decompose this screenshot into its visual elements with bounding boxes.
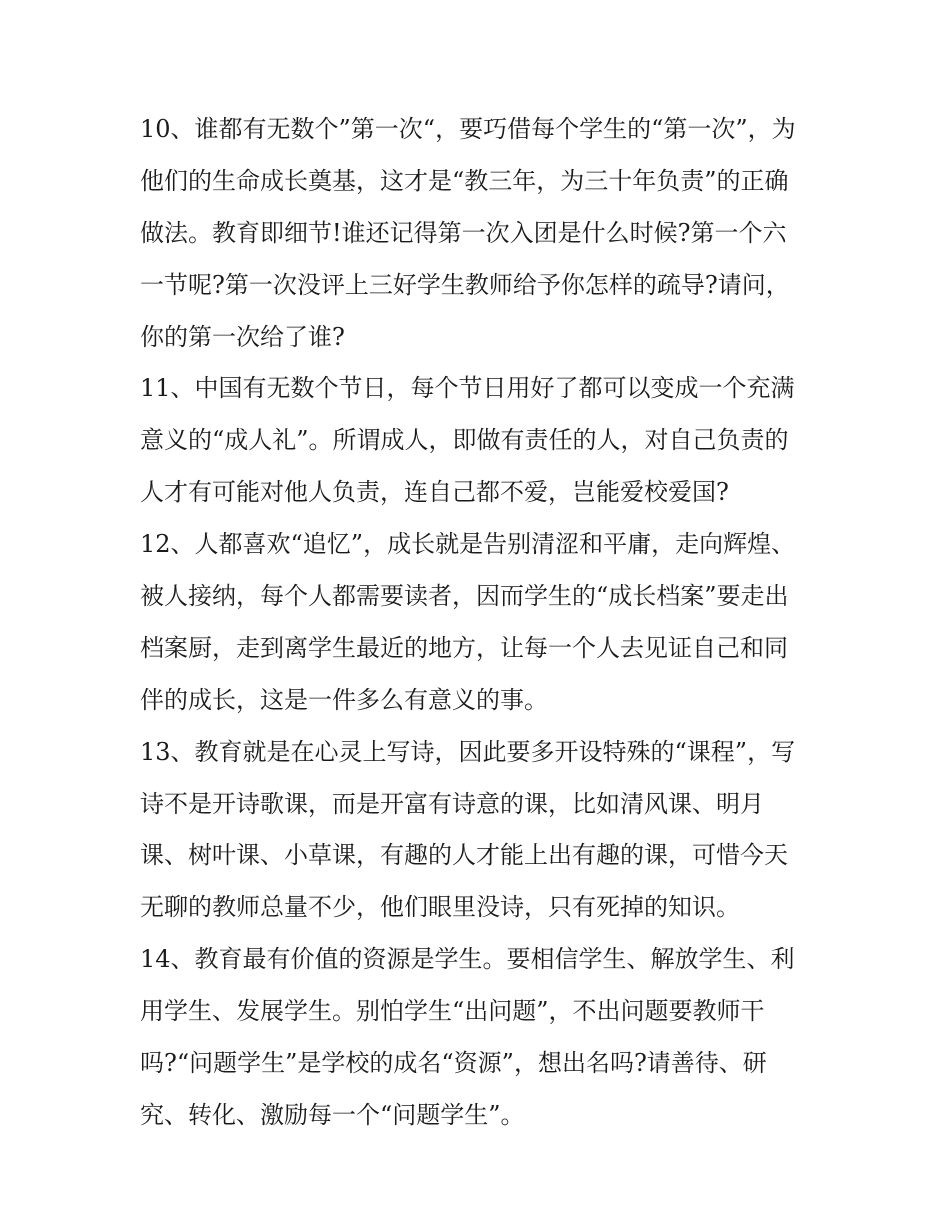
text-line: 13、教育就是在心灵上写诗，因此要多开设特殊的“课程”，写 — [140, 737, 796, 766]
text-line: 你的第一次给了谁? — [140, 322, 345, 351]
text-line: 用学生、发展学生。别怕学生“出问题”，不出问题要教师干 — [140, 997, 765, 1026]
text-line: 档案厨，走到离学生最近的地方，让每一个人去见证自己和同 — [140, 633, 788, 662]
text-line: 人才有可能对他人负责，连自己都不爱，岂能爱校爱国? — [140, 478, 729, 507]
document-body — [140, 104, 820, 1142]
text-line: 诗不是开诗歌课，而是开富有诗意的课，比如清风课、明月 — [140, 789, 764, 818]
text-line: 吗?“问题学生”是学校的成名“资源”，想出名吗?请善待、研 — [140, 1049, 767, 1078]
text-line: 12、人都喜欢“追忆”，成长就是告别清涩和平庸，走向辉煌、 — [140, 530, 796, 559]
text-line: 伴的成长，这是一件多么有意义的事。 — [140, 685, 548, 714]
text-line: 他们的生命成长奠基，这才是“教三年，为三十年负责”的正确 — [140, 166, 789, 195]
text-line: 一节呢?第一次没评上三好学生教师给予你怎样的疏导?请问， — [140, 270, 790, 299]
paragraph-10 — [140, 104, 820, 363]
text-line: 11、中国有无数个节日，每个节日用好了都可以变成一个充满 — [140, 374, 795, 403]
text-line: 10、谁都有无数个”第一次“，要巧借每个学生的“第一次”，为 — [140, 115, 796, 143]
text-line: 课、树叶课、小草课，有趣的人才能上出有趣的课，可惜今天 — [140, 841, 788, 870]
text-line: 被人接纳，每个人都需要读者，因而学生的“成长档案”要走出 — [140, 582, 789, 611]
paragraph-11 — [140, 363, 820, 519]
text-line: 意义的“成人礼”。所谓成人，即做有责任的人，对自己负责的 — [140, 426, 789, 455]
text-line: 无聊的教师总量不少，他们眼里没诗，只有死掉的知识。 — [140, 893, 740, 922]
paragraph-14 — [140, 934, 820, 1142]
text-line: 14、教育最有价值的资源是学生。要相信学生、解放学生、利 — [140, 945, 795, 974]
paragraph-12 — [140, 519, 820, 727]
text-line: 究、转化、激励每一个“问题学生”。 — [140, 1100, 525, 1129]
text-line: 做法。教育即细节!谁还记得第一次入团是什么时候?第一个六 — [140, 218, 787, 247]
paragraph-13 — [140, 727, 820, 935]
